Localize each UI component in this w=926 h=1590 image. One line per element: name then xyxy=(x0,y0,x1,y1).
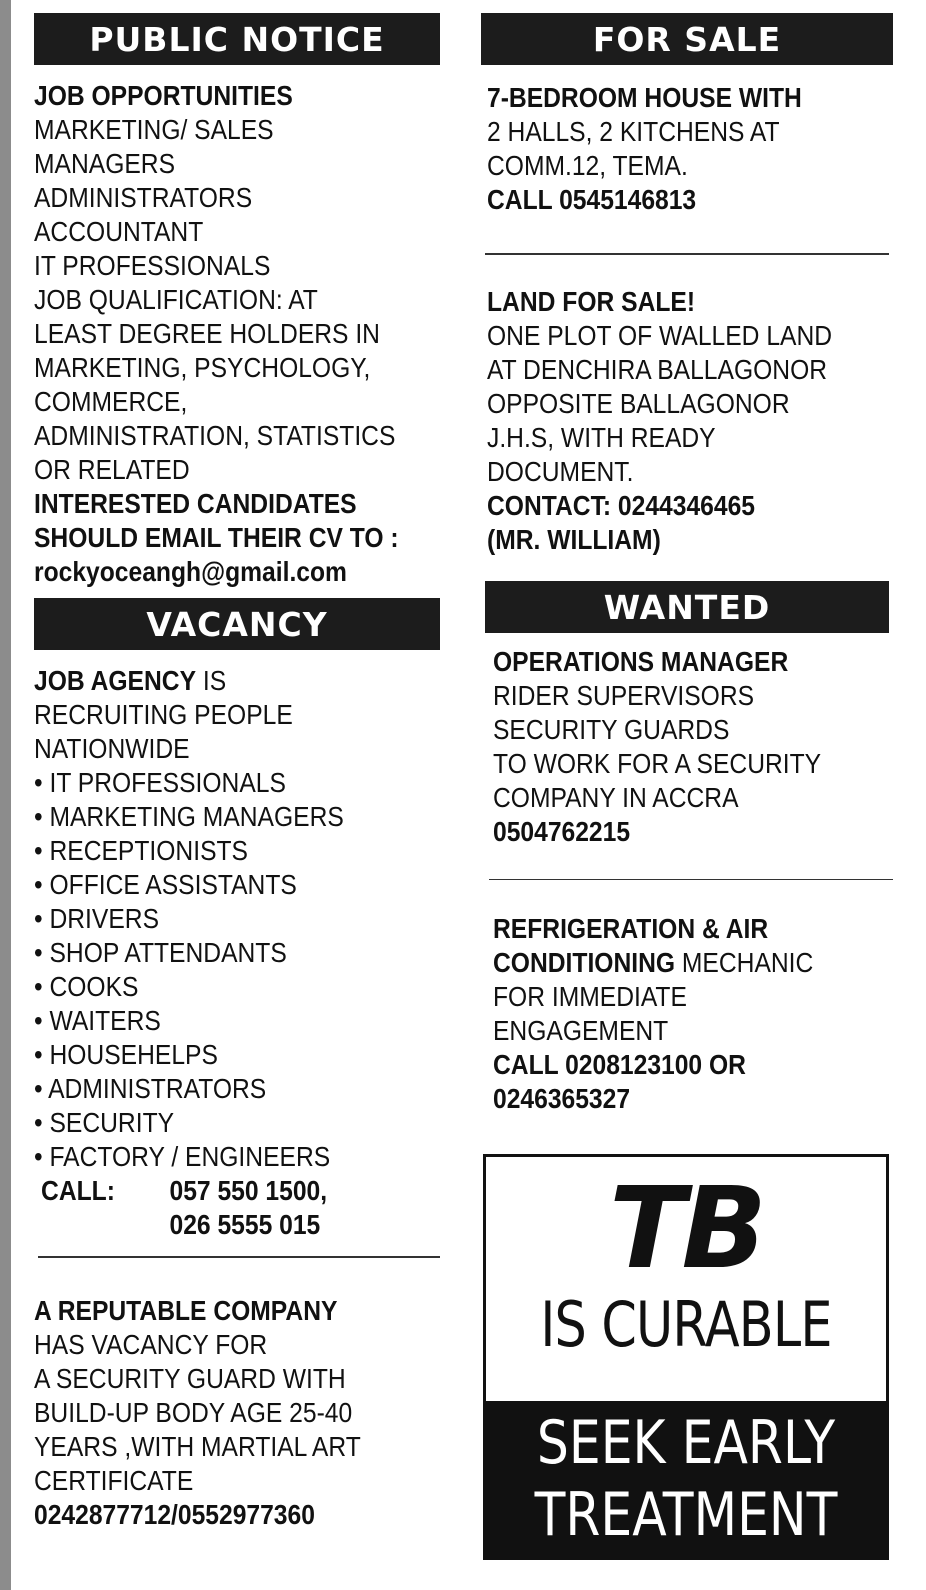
vacancy-bullet: • SECURITY xyxy=(34,1107,175,1138)
land-line: DOCUMENT. xyxy=(487,455,634,487)
tb-ad-bottom xyxy=(486,1401,886,1557)
vacancy-call-row xyxy=(34,1208,391,1242)
reputable-line: CERTIFICATE xyxy=(34,1464,194,1496)
house-ad xyxy=(487,81,844,217)
land-title: LAND FOR SALE! xyxy=(487,285,696,317)
operations-line: TO WORK FOR A SECURITY xyxy=(493,747,822,779)
notice-line: MARKETING, PSYCHOLOGY, xyxy=(34,352,371,383)
vacancy-bullet: • WAITERS xyxy=(34,1005,161,1036)
refrigeration-ad xyxy=(493,912,845,1116)
divider xyxy=(489,879,893,881)
left-column xyxy=(34,13,440,1532)
land-ad xyxy=(487,285,844,557)
operations-ad xyxy=(493,645,845,849)
operations-line: RIDER SUPERVISORS xyxy=(493,679,755,711)
notice-line: MANAGERS xyxy=(34,148,176,179)
reputable-company-ad xyxy=(34,1294,391,1532)
reputable-line: A SECURITY GUARD WITH xyxy=(34,1362,346,1394)
reputable-line: HAS VACANCY FOR xyxy=(34,1328,268,1360)
contact-name: (MR. WILLIAM) xyxy=(487,523,661,555)
land-line: J.H.S, WITH READY xyxy=(487,421,716,453)
tb-ad-top xyxy=(486,1157,886,1401)
notice-line: COMMERCE, xyxy=(34,386,188,417)
operations-line: COMPANY IN ACCRA xyxy=(493,781,739,813)
land-line: ONE PLOT OF WALLED LAND xyxy=(487,319,833,351)
tb-seek-early: SEEK EARLY xyxy=(536,1408,836,1478)
phone-number[interactable]: CALL 0208123100 OR xyxy=(493,1049,746,1080)
tb-curable-line: IS CURABLE xyxy=(540,1288,832,1361)
contact-email[interactable]: rockyoceangh@gmail.com xyxy=(34,556,347,587)
phone-number[interactable]: CONTACT: 0244346465 xyxy=(487,489,755,521)
tb-letters: TB xyxy=(609,1164,763,1294)
notice-line: JOB QUALIFICATION: AT xyxy=(34,284,318,315)
vacancy-bullet: • SHOP ATTENDANTS xyxy=(34,937,287,968)
notice-line: LEAST DEGREE HOLDERS IN xyxy=(34,318,380,349)
vacancy-heading: VACANCY xyxy=(34,598,440,650)
vacancy-bullet: • RECEPTIONISTS xyxy=(34,835,248,866)
phone-number[interactable]: 026 5555 015 xyxy=(169,1209,321,1240)
vacancy-bullet: • ADMINISTRATORS xyxy=(34,1073,267,1104)
notice-line: IT PROFESSIONALS xyxy=(34,250,271,281)
reputable-line: BUILD-UP BODY AGE 25-40 xyxy=(34,1396,353,1428)
vacancy-bullet: • DRIVERS xyxy=(34,903,160,934)
call-label-spacer xyxy=(41,1208,169,1242)
notice-line: OR RELATED xyxy=(34,454,190,485)
phone-number[interactable]: 0246365327 xyxy=(493,1083,631,1114)
refrigeration-line: FOR IMMEDIATE xyxy=(493,981,687,1012)
notice-line: ACCOUNTANT xyxy=(34,216,204,247)
tb-awareness-ad xyxy=(483,1154,889,1560)
vacancy-bullet: • MARKETING MANAGERS xyxy=(34,801,344,832)
refrigeration-line: ENGAGEMENT xyxy=(493,1015,669,1046)
notice-line: ADMINISTRATION, STATISTICS xyxy=(34,420,396,451)
reputable-title: A REPUTABLE COMPANY xyxy=(34,1294,338,1326)
call-label: CALL: xyxy=(41,1175,115,1206)
phone-number[interactable]: 0504762215 xyxy=(493,815,631,847)
land-line: AT DENCHIRA BALLAGONOR xyxy=(487,353,828,385)
house-line: 2 HALLS, 2 KITCHENS AT xyxy=(487,116,780,147)
public-notice-heading: PUBLIC NOTICE xyxy=(34,13,440,65)
divider xyxy=(485,253,889,255)
job-agency-name: JOB AGENCY xyxy=(34,665,197,696)
refrigeration-line xyxy=(493,946,845,980)
notice-line: ADMINISTRATORS xyxy=(34,182,253,213)
job-opportunities-title: JOB OPPORTUNITIES xyxy=(34,80,293,111)
for-sale-heading: FOR SALE xyxy=(481,13,893,65)
notice-bold-line: INTERESTED CANDIDATES xyxy=(34,488,357,519)
refrigeration-title: REFRIGERATION & AIR xyxy=(493,913,769,944)
operations-line: SECURITY GUARDS xyxy=(493,713,730,745)
vacancy-bullet: • OFFICE ASSISTANTS xyxy=(34,869,297,900)
vacancy-bullet: • COOKS xyxy=(34,971,139,1002)
vacancy-call-row xyxy=(34,1174,391,1208)
vacancy-bullet: • IT PROFESSIONALS xyxy=(34,767,286,798)
vacancy-lead-rest: IS xyxy=(196,665,227,696)
land-line: OPPOSITE BALLAGONOR xyxy=(487,387,790,419)
phone-number[interactable]: 0242877712/0552977360 xyxy=(34,1498,315,1530)
house-line: COMM.12, TEMA. xyxy=(487,150,688,181)
notice-line: MARKETING/ SALES xyxy=(34,114,274,145)
phone-number[interactable]: 057 550 1500, xyxy=(169,1175,328,1206)
vacancy-body xyxy=(34,664,391,1244)
tb-treatment: TREATMENT xyxy=(534,1480,838,1550)
refrigeration-rest: MECHANIC xyxy=(675,947,814,978)
vacancy-bullet: • FACTORY / ENGINEERS xyxy=(34,1141,331,1172)
vacancy-lead xyxy=(34,664,391,698)
refrigeration-title-cont: CONDITIONING xyxy=(493,947,676,978)
vacancy-line: NATIONWIDE xyxy=(34,733,190,764)
page-edge xyxy=(0,0,11,1590)
notice-bold-line: SHOULD EMAIL THEIR CV TO : xyxy=(34,522,399,553)
public-notice-body xyxy=(34,79,399,587)
house-title: 7-BEDROOM HOUSE WITH xyxy=(487,82,802,113)
vacancy-line: RECRUITING PEOPLE xyxy=(34,699,293,730)
operations-title: OPERATIONS MANAGER xyxy=(493,645,789,677)
wanted-heading: WANTED xyxy=(485,581,889,633)
right-column xyxy=(481,13,893,1560)
reputable-line: YEARS ,WITH MARTIAL ART xyxy=(34,1430,361,1462)
divider xyxy=(38,1256,440,1258)
phone-number[interactable]: CALL 0545146813 xyxy=(487,184,697,215)
vacancy-bullet: • HOUSEHELPS xyxy=(34,1039,218,1070)
